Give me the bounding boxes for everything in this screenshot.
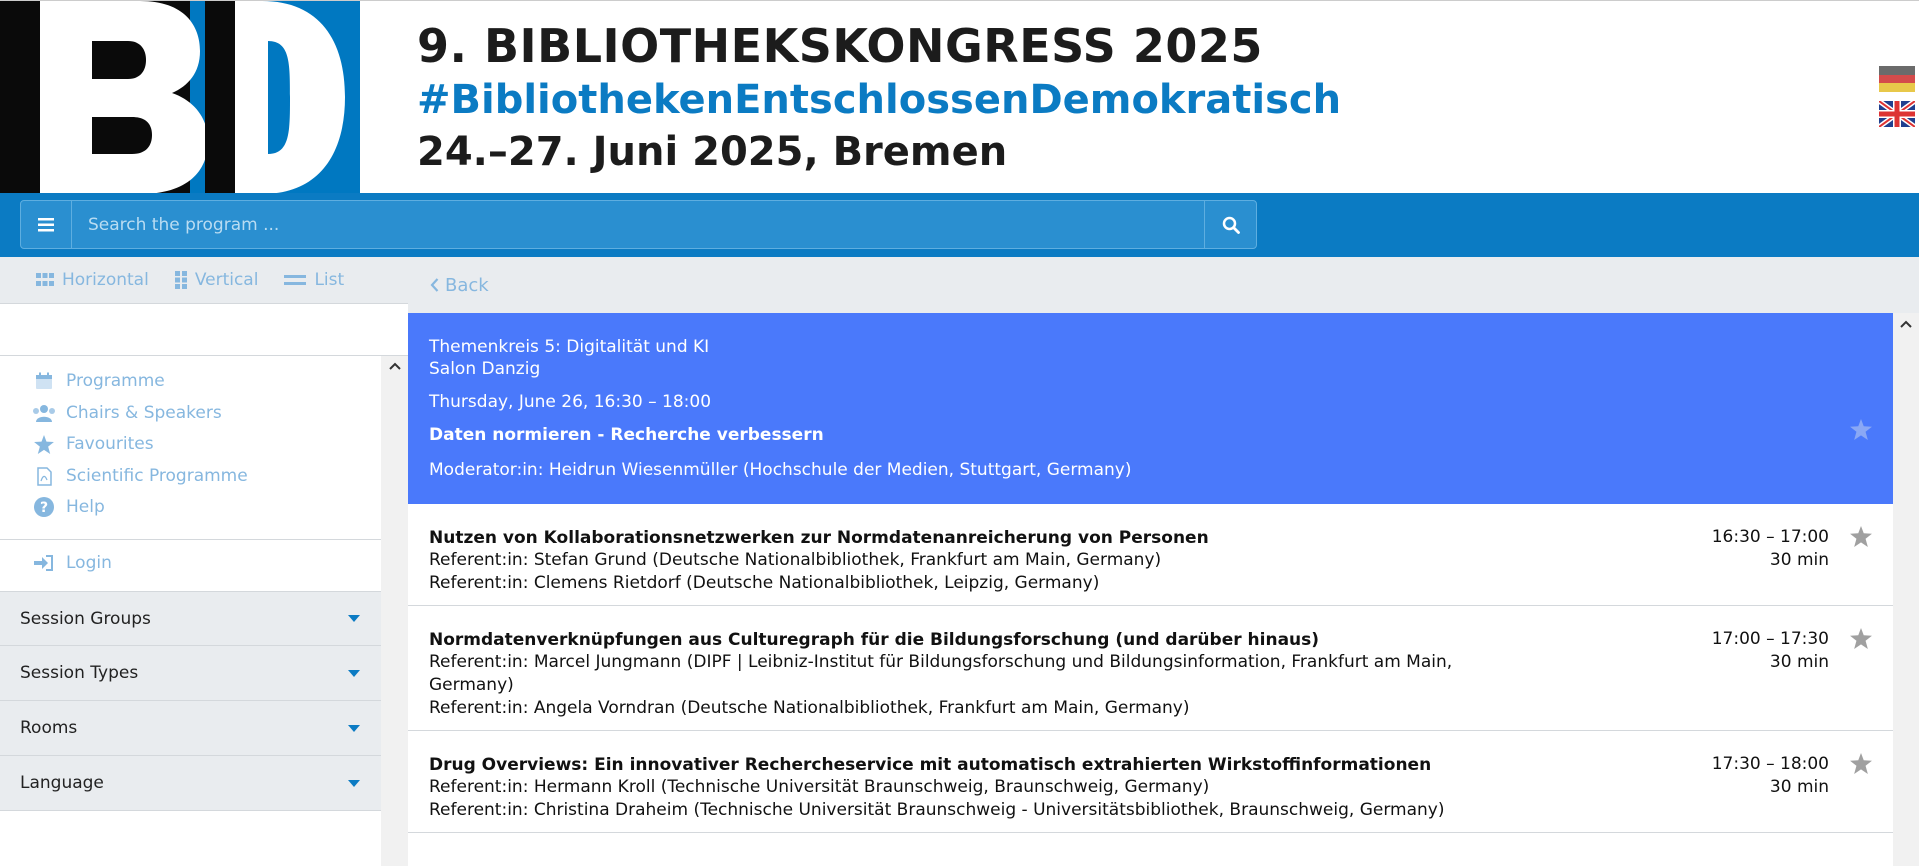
- nav-item-label: Favourites: [66, 434, 154, 454]
- view-list[interactable]: [284, 270, 344, 290]
- users-icon: [32, 404, 56, 422]
- uk-flag-icon[interactable]: [1879, 101, 1915, 127]
- svg-text:?: ?: [39, 500, 49, 516]
- view-horizontal-label: Horizontal: [62, 270, 149, 290]
- chevron-up-icon: [389, 362, 401, 370]
- presentation-title[interactable]: Drug Overviews: Ein innovativer Rechercheservice mit automatisch extrahierten Wirkstoffinformationen: [429, 755, 1432, 775]
- help-icon: [34, 497, 54, 517]
- presentation-title[interactable]: Nutzen von Kollaborationsnetzwerken zur Normdatenanreicherung von Personen: [429, 528, 1209, 548]
- search-button[interactable]: [1204, 201, 1256, 248]
- sidebar-scrollbar[interactable]: [381, 356, 408, 866]
- presentation-item[interactable]: [408, 731, 1893, 833]
- nav-item-label: Help: [66, 497, 105, 517]
- view-horizontal[interactable]: [36, 270, 149, 290]
- conference-banner: [0, 0, 1919, 193]
- presentation-title[interactable]: Normdatenverknüpfungen aus Culturegraph für die Bildungsforschung (und darüber hinaus): [429, 630, 1320, 650]
- filter-session-types[interactable]: [0, 646, 381, 701]
- session-title: Daten normieren - Recherche verbessern: [429, 425, 824, 445]
- sign-in-icon: [34, 555, 54, 571]
- search-group: [20, 200, 1257, 249]
- presentation-duration: 30 min: [1769, 777, 1829, 797]
- main-scrollbar[interactable]: [1893, 313, 1919, 866]
- login-label: Login: [66, 553, 112, 573]
- nav-item-chairs-speakers[interactable]: [32, 403, 222, 423]
- nav-item-label: Programme: [66, 371, 165, 391]
- pdf-icon: [37, 467, 52, 486]
- congress-date-location: 24.–27. Juni 2025, Bremen: [417, 129, 1008, 175]
- nav-divider: [0, 539, 381, 540]
- caret-down-icon: [348, 725, 360, 732]
- search-bar: [0, 193, 1919, 257]
- presentation-speaker: Referent:in: Marcel Jungmann (DIPF | Leibniz-Institut für Bildungsforschung und Bildungsinformation, Frankfurt am Main, Germany): [429, 652, 1453, 695]
- menu-button[interactable]: [21, 201, 72, 248]
- star-icon: [34, 435, 54, 454]
- session-detail: [408, 313, 1893, 866]
- calendar-icon: [35, 372, 53, 390]
- filter-language[interactable]: [0, 756, 381, 811]
- session-header: [408, 313, 1893, 504]
- sidebar: [0, 257, 381, 866]
- favourite-star-icon[interactable]: [1850, 753, 1872, 774]
- session-moderator: Moderator:in: Heidrun Wiesenmüller (Hochschule der Medien, Stuttgart, Germany): [429, 460, 1132, 480]
- caret-down-icon: [348, 670, 360, 677]
- congress-title: 9. BIBLIOTHEKSKONGRESS 2025: [417, 19, 1263, 73]
- view-switcher: [0, 257, 408, 304]
- presentation-time: 16:30 – 17:00: [1711, 527, 1829, 547]
- chevron-up-icon: [1900, 320, 1912, 328]
- view-vertical-label: Vertical: [194, 270, 259, 290]
- presentation-speaker: Referent:in: Angela Vorndran (Deutsche Nationalbibliothek, Frankfurt am Main, Germany): [429, 698, 1190, 718]
- list-icon: [284, 274, 306, 286]
- nav-item-label: Scientific Programme: [66, 466, 248, 486]
- presentation-item[interactable]: [408, 504, 1893, 606]
- scroll-up-button[interactable]: [381, 356, 408, 376]
- presentation-time: 17:30 – 18:00: [1711, 754, 1829, 774]
- columns-icon: [175, 271, 187, 289]
- nav-item-help[interactable]: [32, 497, 105, 517]
- session-datetime: Thursday, June 26, 16:30 – 18:00: [429, 392, 712, 412]
- presentation-speaker: Referent:in: Hermann Kroll (Technische Universität Braunschweig, Braunschweig, Germany): [429, 777, 1210, 797]
- presentation-speaker: Referent:in: Christina Draheim (Technische Universität Braunschweig - Universitätsbibliothek, Braunschweig, Germany): [429, 800, 1445, 820]
- session-group: Themenkreis 5: Digitalität und KI: [429, 337, 710, 357]
- presentation-time: 17:00 – 17:30: [1711, 629, 1829, 649]
- german-flag-icon[interactable]: [1879, 66, 1915, 92]
- login-link[interactable]: [32, 553, 112, 573]
- presentation-item[interactable]: [408, 606, 1893, 731]
- nav-item-favourites[interactable]: [32, 434, 154, 454]
- search-input[interactable]: [73, 201, 1205, 248]
- session-room: Salon Danzig: [429, 359, 541, 379]
- presentation-duration: 30 min: [1769, 652, 1829, 672]
- search-icon: [1222, 216, 1240, 234]
- caret-down-icon: [348, 780, 360, 787]
- filter-rooms[interactable]: [0, 701, 381, 756]
- filter-label: Session Groups: [20, 608, 151, 629]
- nav-item-scientific-programme[interactable]: [32, 466, 248, 486]
- scroll-up-button[interactable]: [1893, 313, 1919, 335]
- sidebar-spacer: [0, 304, 408, 356]
- bid-logo: [0, 1, 360, 194]
- presentation-duration: 30 min: [1769, 550, 1829, 570]
- congress-hashtag: #BibliothekenEntschlossenDemokratisch: [417, 77, 1342, 123]
- chevron-left-icon: [430, 278, 439, 292]
- hamburger-icon: [38, 218, 54, 232]
- back-bar: [408, 257, 1919, 313]
- view-list-label: List: [314, 270, 345, 290]
- filter-label: Session Types: [20, 663, 139, 683]
- back-button[interactable]: [430, 275, 489, 296]
- grid-icon: [36, 273, 54, 287]
- caret-down-icon: [348, 615, 360, 622]
- presentation-speaker: Referent:in: Clemens Rietdorf (Deutsche Nationalbibliothek, Leipzig, Germany): [429, 573, 1100, 593]
- main-panel: [408, 257, 1919, 866]
- favourite-star-icon[interactable]: [1850, 526, 1872, 547]
- presentation-speaker: Referent:in: Stefan Grund (Deutsche Nationalbibliothek, Frankfurt am Main, Germany): [429, 550, 1162, 570]
- view-vertical[interactable]: [175, 270, 259, 290]
- filter-label: Language: [20, 773, 104, 793]
- filter-session-groups[interactable]: [0, 591, 381, 646]
- favourite-star-icon[interactable]: [1850, 628, 1872, 649]
- filter-label: Rooms: [20, 718, 78, 738]
- nav-item-label: Chairs & Speakers: [66, 403, 222, 423]
- favourite-star-icon[interactable]: [1850, 419, 1872, 440]
- back-label: Back: [445, 274, 489, 296]
- nav-item-programme[interactable]: [32, 371, 165, 391]
